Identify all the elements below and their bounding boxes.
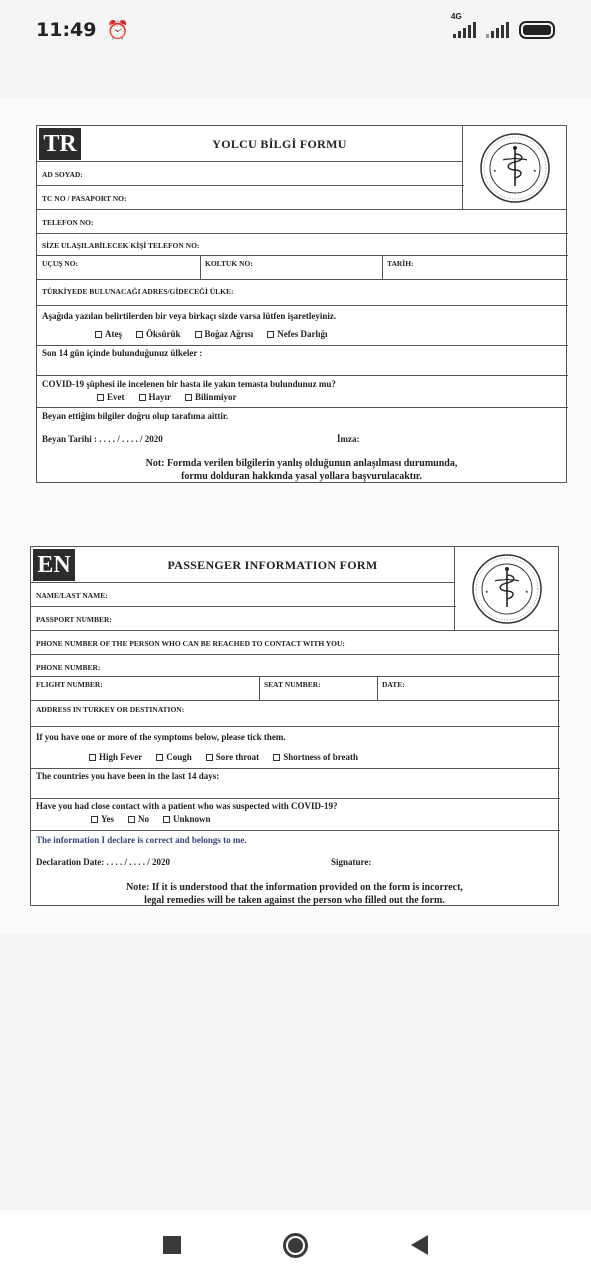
flight-label: FLIGHT NUMBER: (36, 680, 103, 689)
field-id[interactable] (37, 186, 464, 210)
symptom-checkbox[interactable]: Ateş (95, 329, 122, 339)
symptom-checkbox[interactable]: Shortness of breath (273, 752, 358, 762)
field-flight-row (37, 256, 568, 280)
recents-button[interactable] (152, 1225, 192, 1265)
field-label: TELEFON NO: (42, 218, 94, 227)
date-label: TARİH: (387, 259, 414, 268)
ministry-seal-icon (479, 132, 551, 204)
field-label: NAME/LAST NAME: (36, 591, 108, 600)
back-button[interactable] (399, 1225, 439, 1265)
svg-text:★: ★ (492, 167, 497, 173)
field-label: PHONE NUMBER OF THE PERSON WHO CAN BE REACHED TO CONTACT WITH YOU: (36, 639, 345, 648)
contact-checkbox[interactable]: No (128, 814, 149, 824)
svg-text:★: ★ (532, 167, 537, 173)
field-passport[interactable] (31, 607, 456, 631)
seal-box (454, 547, 558, 631)
field-name[interactable] (31, 583, 456, 607)
field-name[interactable] (37, 162, 464, 186)
symptoms-question: Aşağıda yazılan belirtilerden bir veya birkaçı sizde varsa lütfen işaretleyiniz. (42, 311, 337, 321)
note-line: formu dolduran hakkında yasal yollara başvurulacaktır. (181, 471, 422, 482)
symptoms-options (89, 752, 358, 762)
signature-label: Signature: (331, 857, 372, 867)
symptom-checkbox[interactable]: Öksürük (136, 329, 181, 339)
square-icon (163, 1236, 181, 1254)
form-title: PASSENGER INFORMATION FORM (167, 558, 378, 572)
contact-options (91, 814, 211, 824)
declaration-text: The information I declare is correct and belongs to me. (36, 835, 247, 845)
contact-section (37, 376, 568, 408)
symptoms-question: If you have one or more of the symptoms below, please tick them. (36, 732, 286, 742)
field-phone[interactable] (37, 210, 568, 234)
field-label: TÜRKİYEDE BULUNACAĞI ADRES/GİDECEĞİ ÜLKE: (42, 287, 234, 296)
field-label: PASSPORT NUMBER: (36, 615, 112, 624)
network-type: 4G (451, 12, 462, 21)
field-address[interactable] (31, 701, 560, 727)
turkish-form (36, 125, 567, 483)
note-line: legal remedies will be taken against the person who filled out the form. (144, 895, 445, 906)
language-code: TR (39, 128, 81, 160)
form-header (31, 547, 454, 583)
form-title: YOLCU BİLGİ FORMU (212, 137, 347, 151)
status-bar (0, 0, 591, 60)
home-button[interactable] (275, 1225, 315, 1265)
countries-label: The countries you have been in the last 14 days: (36, 771, 220, 781)
symptom-checkbox[interactable]: High Fever (89, 752, 142, 762)
contact-checkbox[interactable]: Evet (97, 392, 125, 402)
field-label: ADDRESS IN TURKEY OR DESTINATION: (36, 705, 185, 714)
form-header (37, 126, 462, 162)
form-note (37, 457, 566, 483)
contact-options (97, 392, 237, 402)
seat-label: KOLTUK NO: (205, 259, 253, 268)
home-circle-icon (283, 1233, 308, 1258)
language-code: EN (33, 549, 75, 581)
back-triangle-icon (411, 1235, 428, 1255)
field-contact-phone[interactable] (37, 234, 568, 256)
field-flight-row (31, 677, 560, 701)
alarm-icon: ⏰ (106, 19, 129, 40)
seat-label: SEAT NUMBER: (264, 680, 321, 689)
note-line: Not: Formda verilen bilgilerin yanlış olduğunun anlaşılması durumunda, (145, 458, 458, 469)
field-label: AD SOYAD: (42, 170, 83, 179)
seal-box (462, 126, 566, 210)
countries-section[interactable] (31, 769, 560, 799)
declaration-text: Beyan ettiğim bilgiler doğru olup tarafıma aittir. (42, 411, 229, 421)
contact-question: COVID-19 şüphesi ile incelenen bir hasta ile yakın temasta bulundunuz mu? (42, 379, 336, 389)
contact-checkbox[interactable]: Yes (91, 814, 114, 824)
clock: 11:49 (36, 19, 97, 41)
field-label: PHONE NUMBER: (36, 663, 101, 672)
contact-question: Have you had close contact with a patient who was suspected with COVID-19? (36, 801, 338, 811)
declaration-date: Beyan Tarihi : . . . . / . . . . / 2020 (42, 434, 163, 444)
form-note (31, 881, 558, 907)
english-form (30, 546, 559, 906)
countries-label: Son 14 gün içinde bulunduğunuz ülkeler : (42, 348, 203, 358)
date-label: DATE: (382, 680, 405, 689)
symptom-checkbox[interactable]: Cough (156, 752, 192, 762)
symptoms-section (31, 727, 560, 769)
symptoms-section (37, 306, 568, 346)
note-line: Note: If it is understood that the information provided on the form is incorrect, (126, 882, 463, 893)
field-label: SİZE ULAŞILABİLECEK KİŞİ TELEFON NO: (42, 241, 200, 250)
field-address[interactable] (37, 280, 568, 306)
signal-icon-2 (486, 22, 509, 38)
countries-section[interactable] (37, 346, 568, 376)
symptom-checkbox[interactable]: Nefes Darlığı (267, 329, 327, 339)
symptom-checkbox[interactable]: Sore throat (206, 752, 259, 762)
svg-text:★: ★ (484, 588, 489, 594)
field-phone[interactable] (31, 655, 560, 677)
symptom-checkbox[interactable]: Boğaz Ağrısı (195, 329, 254, 339)
field-contact-phone[interactable] (31, 631, 560, 655)
ministry-seal-icon (471, 553, 543, 625)
flight-label: UÇUŞ NO: (42, 259, 79, 268)
field-label: TC NO / PASAPORT NO: (42, 194, 127, 203)
contact-checkbox[interactable]: Hayır (139, 392, 172, 402)
battery-icon (519, 21, 555, 39)
declaration-date: Declaration Date: . . . . / . . . . / 2020 (36, 857, 170, 867)
contact-checkbox[interactable]: Unknown (163, 814, 211, 824)
symptoms-options (95, 329, 328, 339)
contact-checkbox[interactable]: Bilinmiyor (185, 392, 237, 402)
contact-section (31, 799, 560, 831)
signal-icon (451, 12, 476, 38)
signature-label: İmza: (337, 434, 360, 444)
svg-text:★: ★ (524, 588, 529, 594)
navigation-bar (0, 1210, 591, 1280)
